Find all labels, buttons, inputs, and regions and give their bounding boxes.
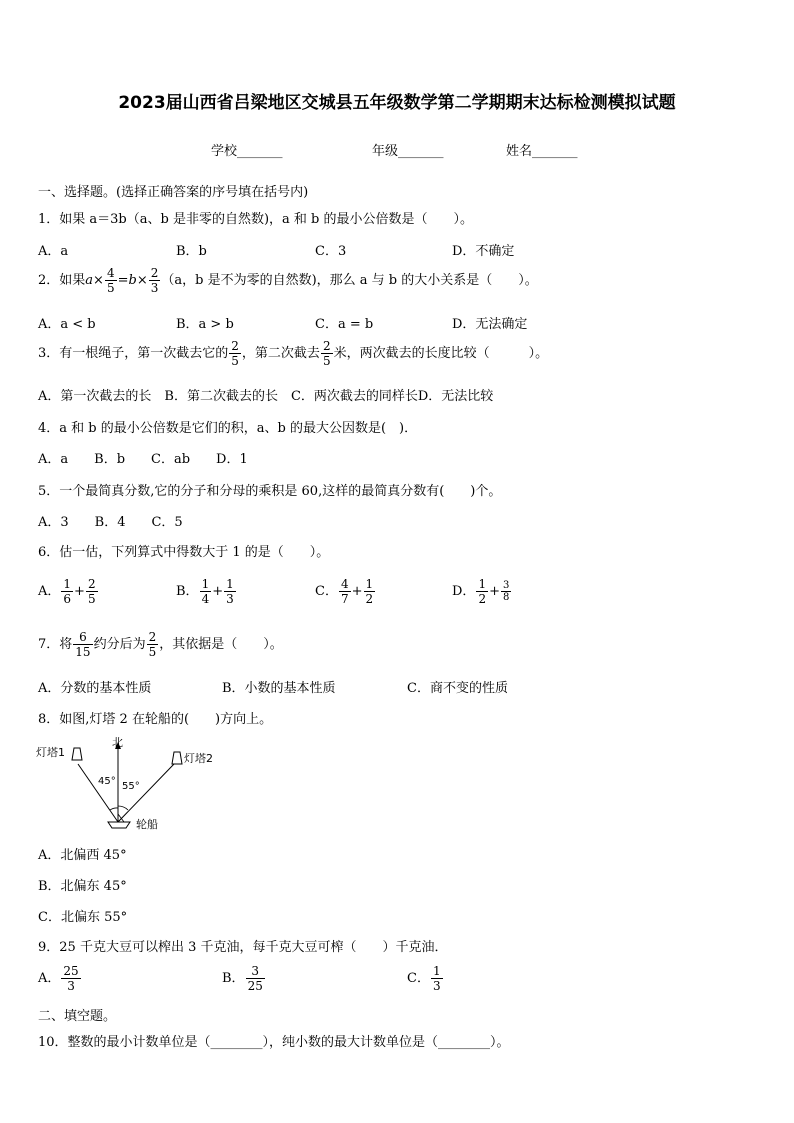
ship-label: 轮船 (136, 818, 158, 831)
line-to-lighthouse-2 (118, 764, 174, 822)
q8-option-b: B．北偏东 45° (38, 879, 127, 894)
angle-55-label: 55° (122, 781, 140, 792)
q2-option-a: A．a < b (38, 317, 96, 332)
q5-options: A．3 B．4 C．5 (38, 515, 183, 530)
lighthouse-2-icon (172, 752, 182, 764)
q6-option-d: D． $\frac{1}{2}$ + $\frac{3}{8}$ (452, 577, 510, 606)
section-heading-choice: 一、选择题。(选择正确答案的序号填在括号内) (38, 185, 309, 200)
north-label: 北 (112, 736, 123, 749)
grade-field: 年级_______ (372, 144, 444, 159)
ship-icon (108, 822, 130, 828)
q9-option-c: C． $\frac{1}{3}$ (407, 964, 441, 993)
fraction: $\frac{4}{5}$ (106, 266, 115, 295)
q6-option-b: B． $\frac{1}{4}$ + $\frac{1}{3}$ (176, 577, 234, 606)
section-heading-fill: 二、填空题。 (38, 1009, 117, 1024)
question-5: 5．一个最简真分数,它的分子和分母的乘积是 60,这样的最简真分数有( )个。 (38, 484, 502, 499)
q6-option-c: C． $\frac{4}{7}$ + $\frac{1}{2}$ (315, 577, 374, 606)
question-7: 7．将 $\frac{6}{15}$ 约分后为 $\frac{2}{5}$ ，其依据是（ ）。 (38, 630, 283, 659)
name-field: 姓名_______ (506, 144, 578, 159)
q3-options: A．第一次截去的长 B．第二次截去的长 C．两次截去的同样长D．无法比较 (38, 389, 494, 404)
question-8: 8．如图,灯塔 2 在轮船的( )方向上。 (38, 712, 273, 727)
q8-option-a: A．北偏西 45° (38, 848, 127, 863)
q4-options: A．a B．b C．ab D．1 (38, 452, 248, 467)
lighthouse-2-label: 灯塔2 (184, 752, 213, 765)
angle-45-label: 45° (98, 776, 116, 787)
question-10: 10．整数的最小计数单位是（________），纯小数的最大计数单位是（________）。 (38, 1035, 510, 1050)
fraction: $\frac{2}{3}$ (150, 266, 159, 295)
question-6: 6．估一估，下列算式中得数大于 1 的是（ ）。 (38, 545, 330, 560)
q9-option-a: A． $\frac{25}{3}$ (38, 964, 79, 993)
question-1: 1．如果 a＝3b（a、b 是非零的自然数)，a 和 b 的最小公倍数是（ ）。 (38, 212, 473, 227)
school-field: 学校_______ (211, 144, 283, 159)
q7-option-b: B．小数的基本性质 (222, 681, 336, 696)
page-title: 2023届山西省吕梁地区交城县五年级数学第二学期期末达标检测模拟试题 (118, 93, 676, 113)
q2-suffix: （a，b 是不为零的自然数)，那么 a 与 b 的大小关系是（ ）。 (161, 273, 538, 288)
q2-option-c: C．a = b (315, 317, 374, 332)
q7-option-c: C．商不变的性质 (407, 681, 508, 696)
line-to-lighthouse-1 (78, 764, 118, 822)
question-2: 2．如果a× $\frac{4}{5}$ =b× $\frac{2}{3}$ （a，b 是不为零的自然数)，那么 a 与 b 的大小关系是（ ）。 (38, 266, 538, 295)
q9-option-b: B． $\frac{3}{25}$ (222, 964, 263, 993)
lighthouse-1-icon (72, 748, 82, 760)
question-9: 9．25 千克大豆可以榨出 3 千克油，每千克大豆可榨（ ）千克油． (38, 940, 448, 955)
lighthouse-ship-diagram (36, 734, 216, 834)
question-3: 3．有一根绳子，第一次截去它的 $\frac{2}{5}$ ，第二次截去 $\frac{2}{5}$ 米，两次截去的长度比较（ ）。 (38, 339, 549, 368)
q6-option-a: A． $\frac{1}{6}$ + $\frac{2}{5}$ (38, 577, 96, 606)
fraction: $\frac{2}{5}$ (322, 339, 331, 368)
q2-prefix: 2．如果 (38, 273, 86, 288)
q1-option-a: A．a (38, 244, 69, 259)
q2-option-d: D．无法确定 (452, 317, 528, 332)
q8-option-c: C．北偏东 55° (38, 910, 128, 925)
q1-option-c: C．3 (315, 244, 347, 259)
q1-option-b: B．b (176, 244, 207, 259)
q7-option-a: A．分数的基本性质 (38, 681, 152, 696)
q2-option-b: B．a > b (176, 317, 234, 332)
question-4: 4．a 和 b 的最小公倍数是它们的积，a、b 的最大公因数是( )． (38, 421, 418, 436)
q1-option-d: D．不确定 (452, 244, 515, 259)
lighthouse-1-label: 灯塔1 (36, 746, 65, 759)
fraction: $\frac{2}{5}$ (231, 339, 239, 368)
